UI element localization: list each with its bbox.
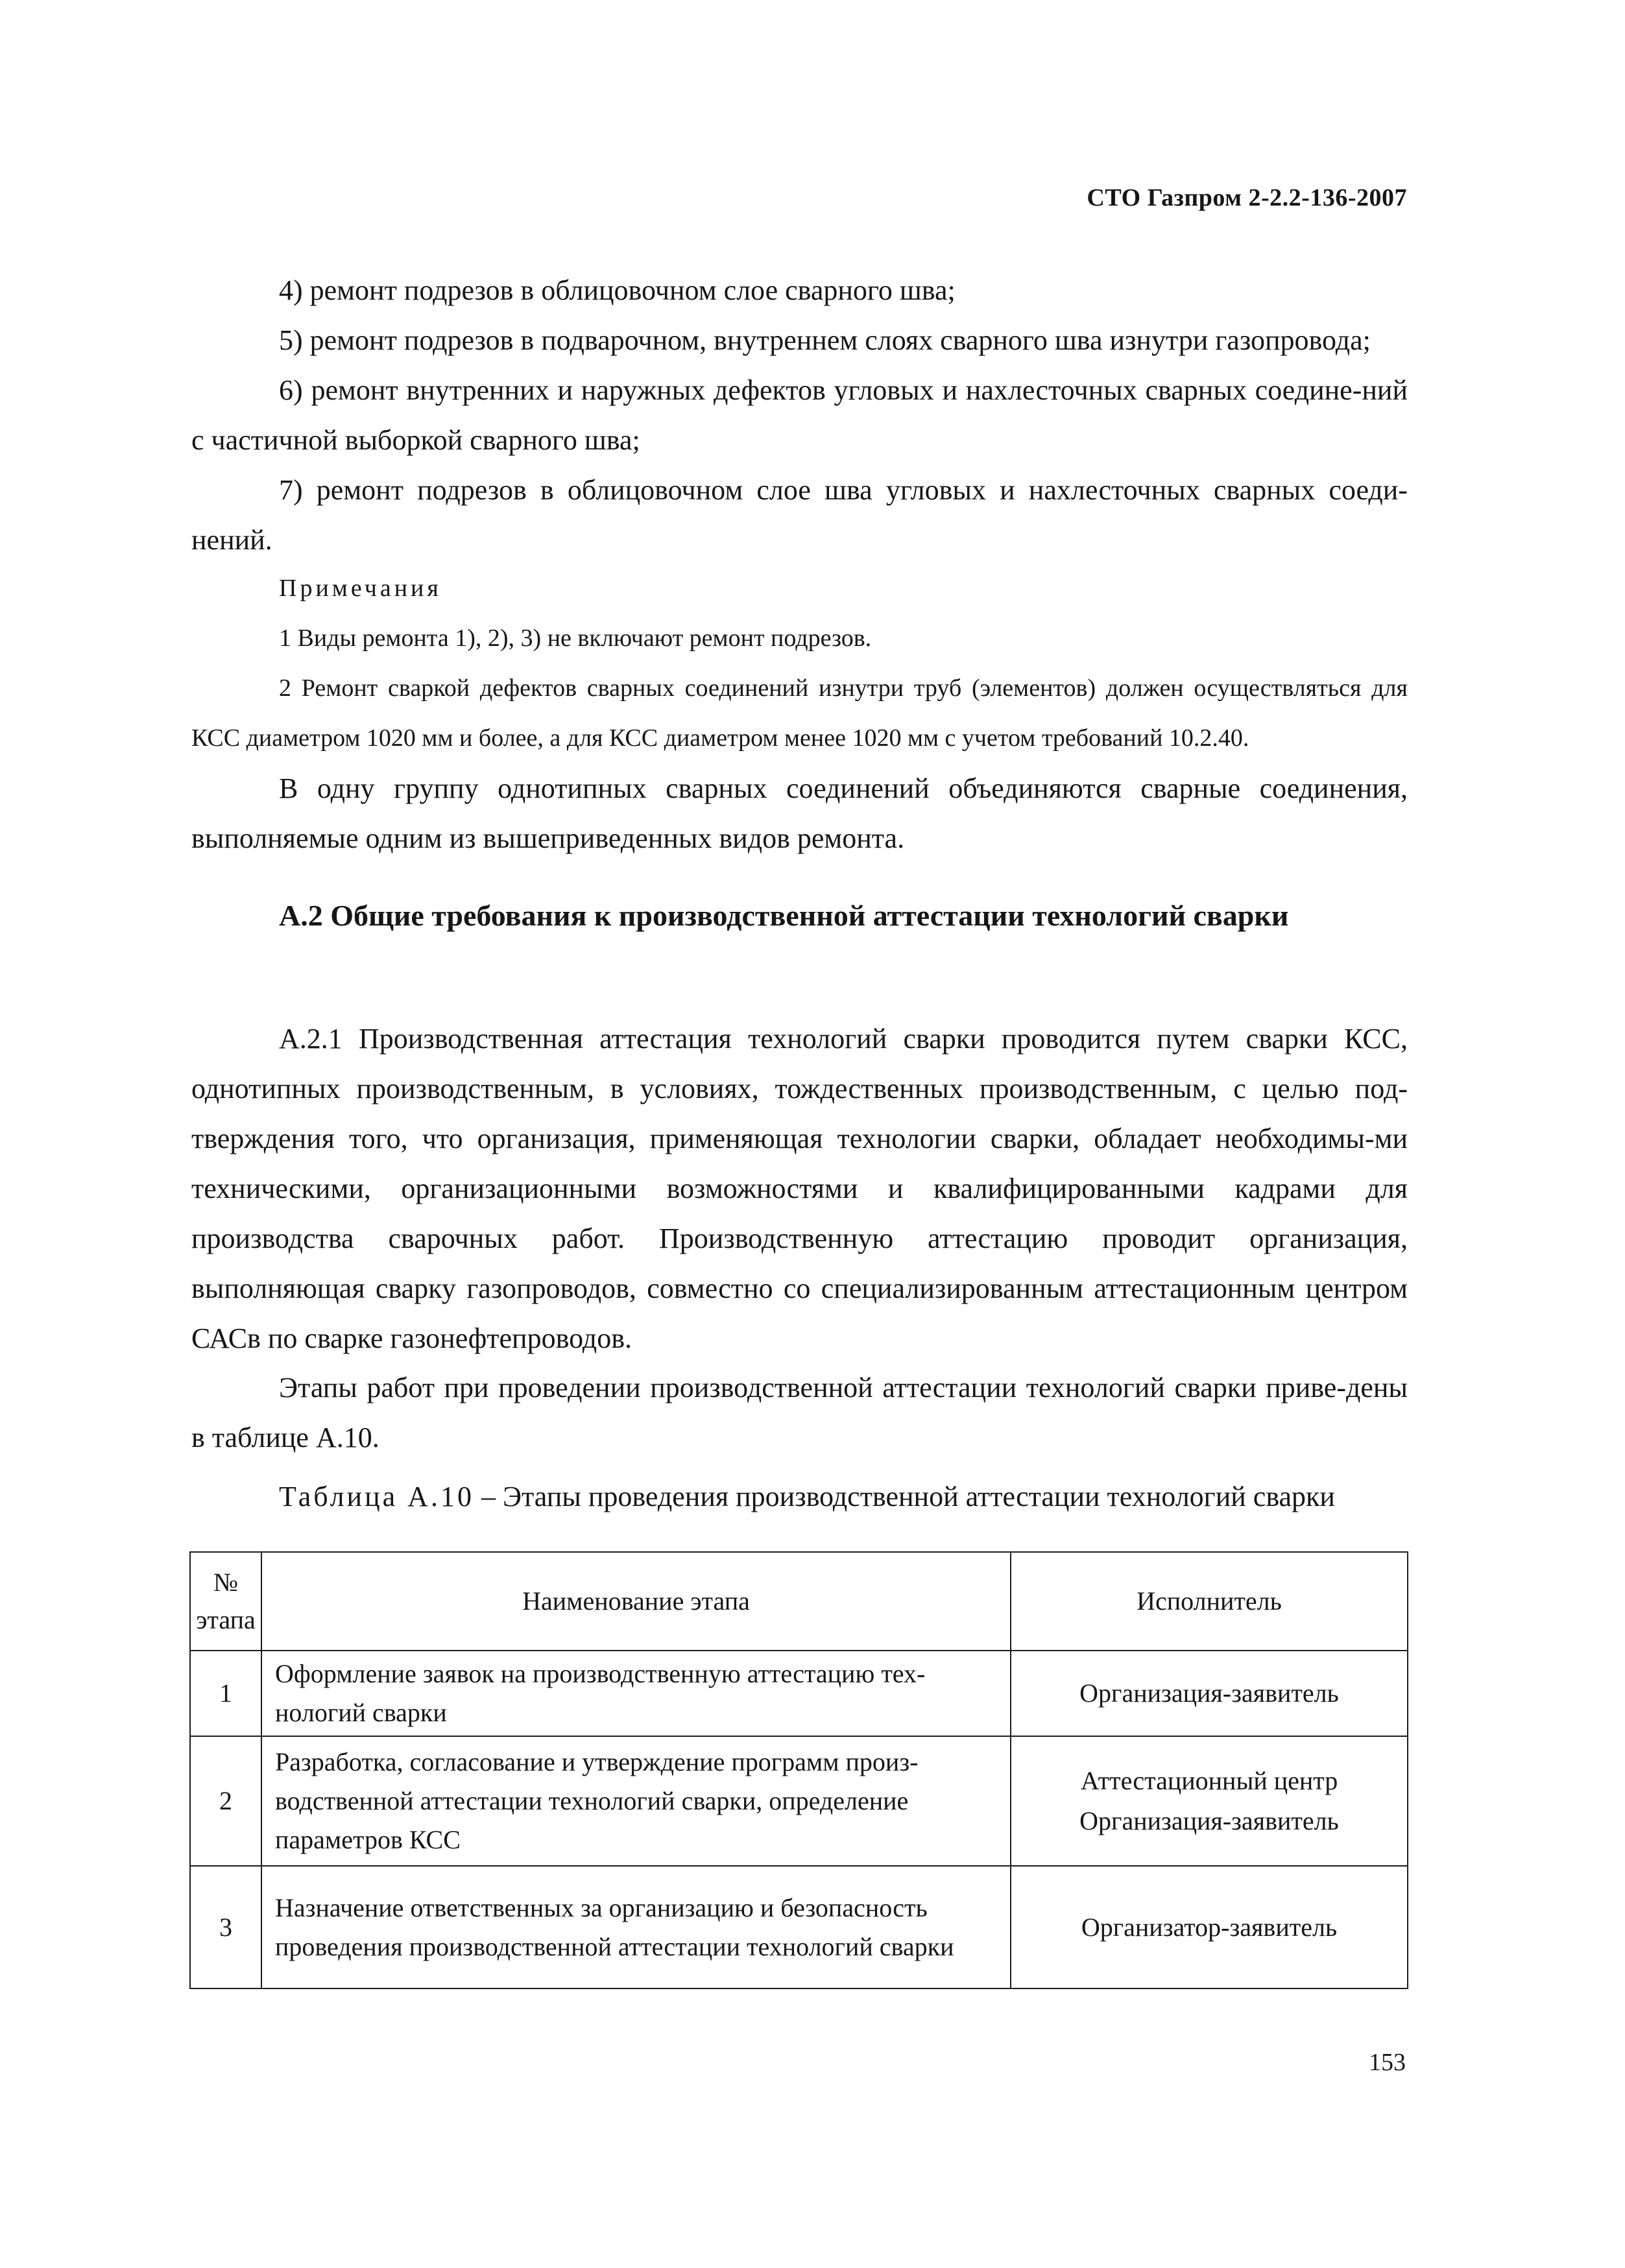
note-2: 2 Ремонт сваркой дефектов сварных соединений изнутри труб (элементов) должен осуществляться для КСС диаметром 1020 мм и более, а для КСС диаметром менее 1020 мм с учетом требований 10.2.40.: [191, 674, 1408, 752]
stage-executor-line: Организация-заявитель: [1079, 1678, 1339, 1708]
stage-executor-line: Организация-заявитель: [1079, 1806, 1339, 1835]
stage-name: Оформление заявок на производственную аттестацию тех-нологий сварки: [261, 1651, 1011, 1736]
table-row: [190, 1736, 1408, 1866]
header-stage-name: Наименование этапа: [261, 1552, 1011, 1651]
table-caption-text: – Этапы проведения производственной аттестации технологий сварки: [474, 1481, 1335, 1512]
stage-number: 3: [190, 1866, 261, 1988]
table-row: [190, 1651, 1408, 1736]
list-item-7: 7) ремонт подрезов в облицовочном слое шва угловых и нахлесточных сварных соеди-нений.: [191, 474, 1408, 556]
header-executor: Исполнитель: [1011, 1552, 1408, 1651]
table-row: [190, 1866, 1408, 1988]
list-item-5: 5) ремонт подрезов в подварочном, внутреннем слоях сварного шва изнутри газопровода;: [279, 324, 1371, 356]
table-caption-label: Таблица А.10: [279, 1481, 474, 1512]
stage-executor: [1011, 1866, 1408, 1988]
section-paragraph-2: Этапы работ при проведении производственной аттестации технологий сварки приве-дены в таблице А.10.: [191, 1372, 1408, 1453]
stage-name: Разработка, согласование и утверждение программ произ-водственной аттестации технологий сварки, определение параметров КСС: [261, 1736, 1011, 1866]
note-1: 1 Виды ремонта 1), 2), 3) не включают ремонт подрезов.: [279, 625, 872, 652]
list-item-6: 6) ремонт внутренних и наружных дефектов угловых и нахлесточных сварных соедине-ний с частичной выборкой сварного шва;: [191, 374, 1408, 456]
table-caption: [279, 1480, 1335, 1513]
table-header-row: [190, 1552, 1408, 1651]
stage-number: 2: [190, 1736, 261, 1866]
stage-name: Назначение ответственных за организацию и безопасность проведения производственной аттестации технологий сварки: [261, 1866, 1011, 1988]
stage-executor: [1011, 1651, 1408, 1736]
header-stage-number-line1: №: [213, 1568, 239, 1597]
stage-executor-line: Аттестационный центр: [1080, 1766, 1338, 1795]
stages-table: [189, 1551, 1408, 1989]
header-stage-number-line2: этапа: [196, 1605, 256, 1634]
header-stage-number: [190, 1552, 261, 1651]
stage-executor: [1011, 1736, 1408, 1866]
document-code: СТО Газпром 2-2.2-136-2007: [1087, 184, 1407, 211]
section-heading: А.2 Общие требования к производственной аттестации технологий сварки: [279, 899, 1289, 932]
page-number: 153: [1369, 2049, 1406, 2076]
list-item-4: 4) ремонт подрезов в облицовочном слое сварного шва;: [279, 274, 956, 306]
group-paragraph: В одну группу однотипных сварных соединений объединяются сварные соединения, выполняемые одним из вышеприведенных видов ремонта.: [191, 772, 1408, 854]
stage-number: 1: [190, 1651, 261, 1736]
stage-executor-line: Организатор-заявитель: [1081, 1912, 1338, 1942]
section-paragraph-1: А.2.1 Производственная аттестация технологий сварки проводится путем сварки КСС, однотипных производственным, в условиях, тождественных производственным, с целью под-тверждения того, что организация, применяющая технологии сварки, обладает необходимы-ми техническими, организационными возможностями и квалифицированными кадрами для производства сварочных работ. Производственную аттестацию проводит организация, выполняющая сварку газопроводов, совместно со специализированным аттестационным центром САСв по сварке газонефтепроводов.: [191, 1023, 1408, 1354]
notes-title: Примечания: [279, 575, 442, 602]
